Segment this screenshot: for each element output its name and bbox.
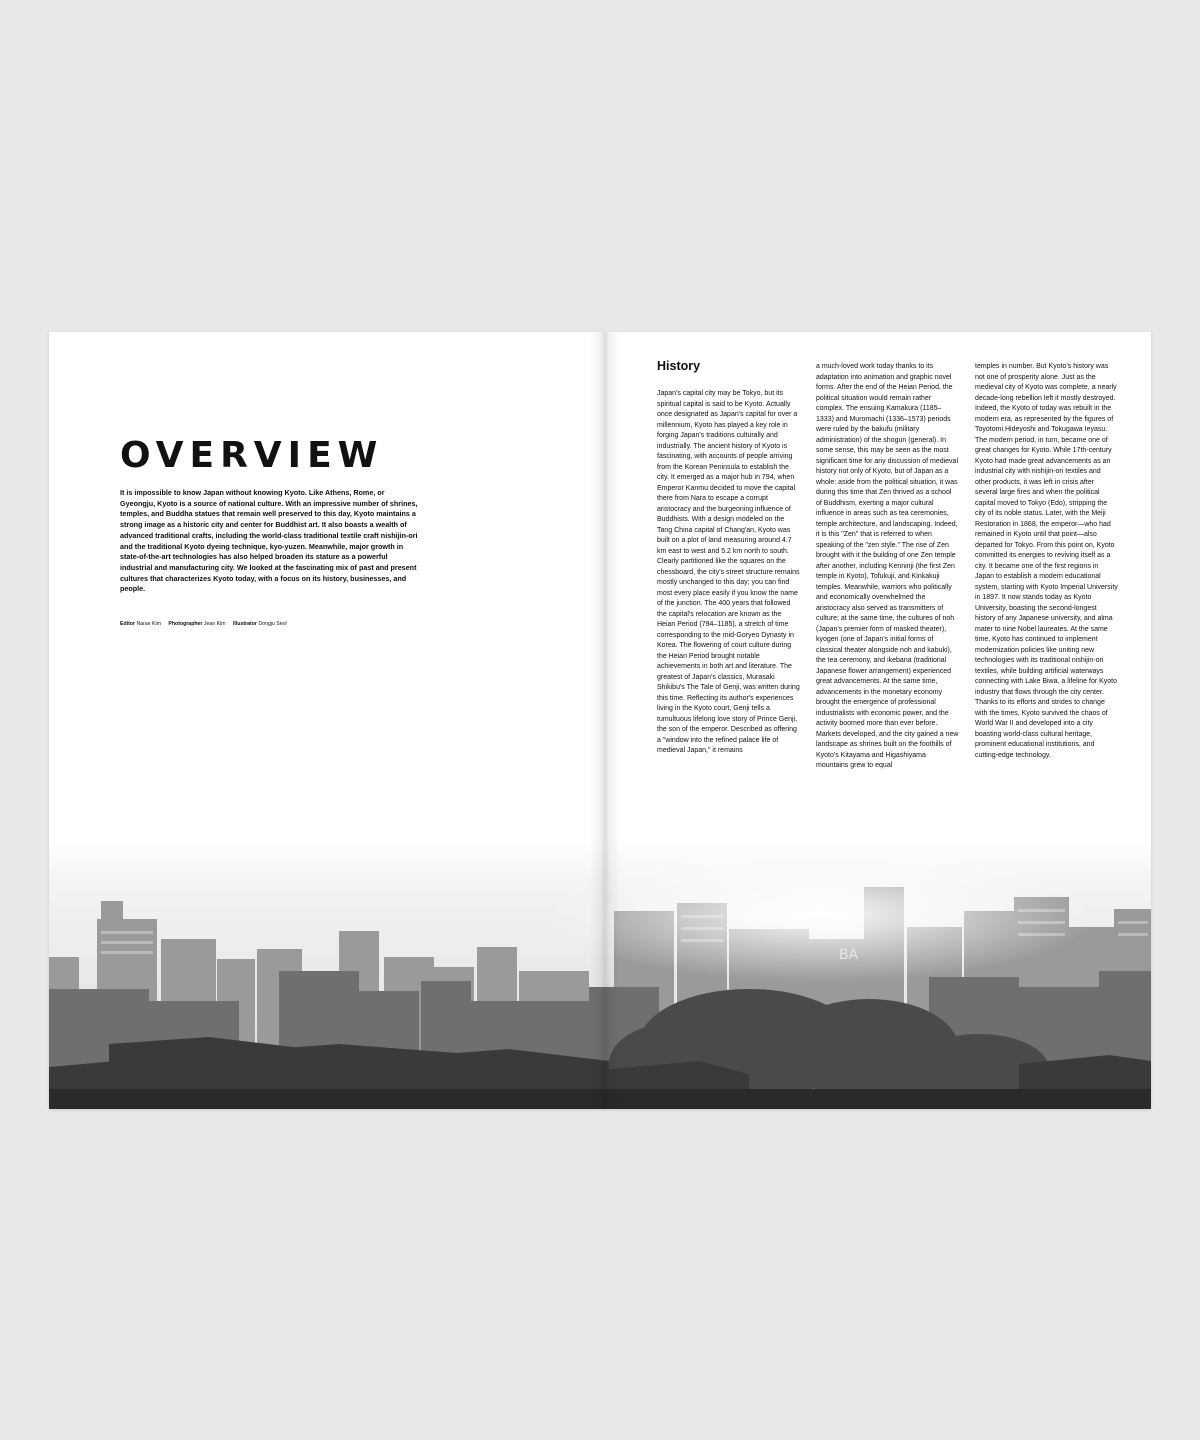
history-column-1: [657, 359, 800, 757]
intro-paragraph: It is impossible to know Japan without knowing Kyoto. Like Athens, Rome, or Gyeongju, Kyoto is a source of national culture. With an impressive number of shrines, temples, and Buddha statues that remain well preserved to this day, Kyoto maintains a strong image as a historic city and center for Buddhist art. It also boasts a wealth of advanced traditional crafts, including the world-class traditional textile craft nishijin-ori and the traditional Kyoto dyeing technique, kyo-yuzen. Meanwhile, major growth in state-of-the-art technologies has also helped broaden its stature as a powerful industrial and manufacturing city. We looked at the fascinating mix of past and present cultures that characterizes Kyoto today, with a focus on its history, businesses, and people.: [120, 488, 418, 594]
history-column-3-text: temples in number. But Kyoto's history was not one of prosperity alone. Just as the medieval city of Kyoto was complete, a nearly decade-long rebellion left it mostly destroyed. Indeed, the Kyoto of today was rebuilt in the modern era, as represented by the figures of Toyotomi Hideyoshi and Tokugawa Ieyasu. The modern period, in turn, became one of great changes for Kyoto. While 17th-century Kyoto had made great advancements as an industrial city with nishijin-ori textiles and other products, it was left in crisis after several large fires and when the political capital moved to Tokyo (Edo), stripping the city of its noble status. Later, with the Meiji Restoration in 1868, the emperor—who had remained in Kyoto until that point—also departed for Tokyo. From this point on, Kyoto committed its energies to reviving itself as a city. It became one of the first regions in Japan to establish a modern educational system, starting with Kyoto Imperial University in 1897. It now stands today as Kyoto University, boasting the second-longest history of any Japanese university, and alma mater to nine Nobel laureates. At the same time, Kyoto has continued to implement modernization policies like uniting new technologies with its traditional nishijin-ori textiles, while building artificial waterways connecting with Lake Biwa, a lifeline for Kyoto industry that flows through the city center. Thanks to its efforts and strides to change with the times, Kyoto survived the chaos of World War II and developed into a city boasting world-class cultural heritage, prominent educational institutions, and cutting-edge technology.: [975, 363, 1118, 759]
magazine-spread: [49, 332, 1151, 1109]
illustrator-label: Illustrator: [232, 621, 257, 627]
editor-label: Editor: [120, 621, 135, 627]
editor-name: Narae Kim: [136, 621, 161, 627]
history-column-2-text: a much-loved work today thanks to its adaptation into animation and graphic novel forms. After the end of the Heian Period, the political situation would remain rather complex. The ensuing Kamakura (1185–1333) and Muromachi (1336–1573) periods were ruled by the bakufu (military administration) of the shogun (general). In some sense, this may be seen as the most significant time for any discussion of medieval history not only of Kyoto, but of Japan as a whole: aside from the political situation, it was during this time that Zen thrived as a school of Buddhism, exerting a major cultural influence in areas such as tea ceremonies, temple architecture, and landscaping. Indeed, it is this "Zen" that is referred to when speaking of the "zen style." The rise of Zen brought with it the building of one Zen temple after another, including Kenninji (the first Zen temple in Kyoto), Tofukuji, and Kinkakuji temples. Meanwhile, warriors who politically and economically overwhelmed the aristocracy also served as transmitters of culture; at the same time, the cultures of noh (Japan's premier form of masked theater), kyogen (one of Japan's initial forms of classical theater alongside noh and kabuki), the tea ceremony, and ikebana (traditional Japanese flower arrangement) experienced great advancements. At the same time, advancements in the monetary economy brought the emergence of professional industrialists with economic power, and the activity boomed more than ever before. Markets developed, and the city gained a new landscape as shrines built on the foothills of Kyoto's Kitayama and Higashiyama mountains grew to equal: [816, 363, 959, 769]
photographer-name: Jean Kim: [203, 621, 226, 627]
history-column-1-text: Japan's capital city may be Tokyo, but its spiritual capital is said to be Kyoto. Actually once designated as Japan's capital for over a millennium, Kyoto has played a key role in forging Japan's traditions culturally and industrially. The ancient history of Kyoto is fascinating, with accounts of people arriving from the Korean Peninsula to establish the city. It emerged as a major hub in 794, when Emperor Kanmu decided to move the capital there from Nara to escape a corrupt aristocracy and the burgeoning influence of Buddhists. With a design modeled on the Tang China capital of Chang'an, Kyoto was built on a plot of land measuring around 4.7 km east to west and 5.2 km north to south. Clearly partitioned like the squares on the chessboard, the city's street structure remains mostly unchanged to this day; you can find most every place easily if you know the name of the junction. The 400 years that followed the capital's relocation are known as the Heian Period (794–1185), a stretch of time corresponding to the mid-Goryeo Dynasty in Korea. The flowering of court culture during the Heian Period brought notable achievements in both art and literature. The greatest of Japan's classics, Murasaki Shikibu's The Tale of Genji, was written during this time. Reflecting its author's experiences living in the Kyoto court, Genji tells a tumultuous lifelong love story of Prince Genji, the son of the emperor. Described as offering a "window into the refined palace life of medieval Japan," it remains: [657, 390, 800, 754]
history-heading: History: [657, 359, 701, 373]
photographer-label: Photographer: [168, 621, 203, 627]
kyoto-cityscape-photo: [49, 839, 1151, 1109]
history-column-3: [975, 362, 1118, 761]
credits-line: [120, 621, 440, 627]
illustrator-name: Dongju Seol: [258, 621, 287, 627]
history-column-2: [816, 362, 959, 772]
page-title: OVERVIEW: [120, 435, 384, 476]
